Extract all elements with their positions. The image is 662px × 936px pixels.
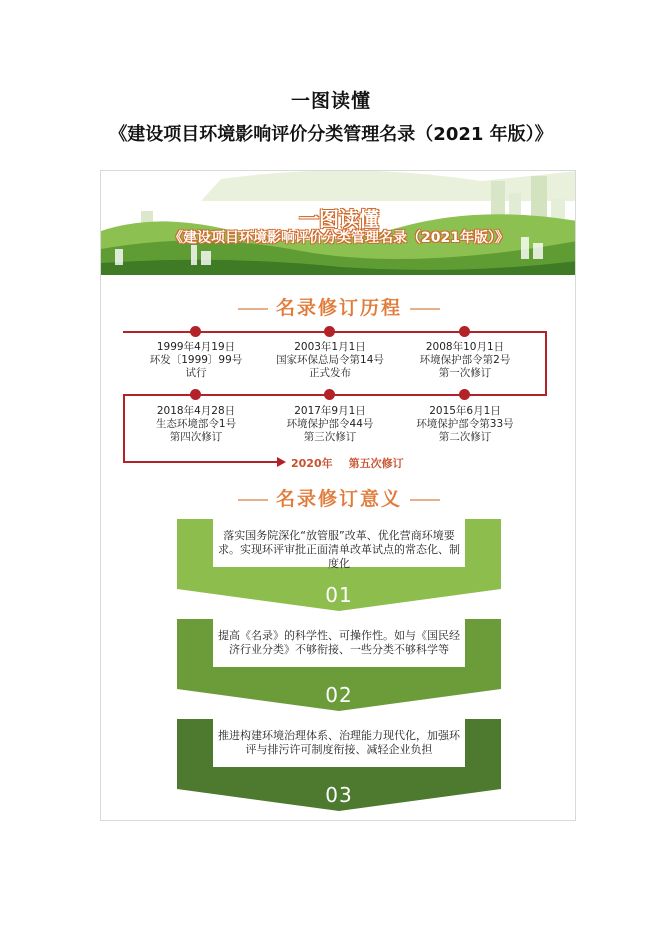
significance-item-01	[177, 519, 501, 611]
timeline-event: 2018年4月28日 生态环境部令1号 第四次修订	[155, 405, 237, 443]
significance-item-02	[177, 619, 501, 711]
timeline-event: 2015年6月1日 环境保护部令第33号 第二次修订	[416, 405, 514, 443]
timeline-dot	[324, 389, 335, 400]
timeline-row-1	[123, 331, 547, 333]
significance-number: 01	[325, 583, 353, 607]
timeline-dot	[459, 326, 470, 337]
timeline-dot	[190, 326, 201, 337]
timeline-event: 2003年1月1日 国家环保总局令第14号 正式发布	[276, 341, 384, 379]
final-label: 第五次修订	[348, 457, 404, 470]
timeline-final-line	[123, 461, 279, 463]
final-year: 2020年	[291, 457, 333, 470]
arrow-right-icon	[277, 457, 286, 467]
history-heading: 名录修订历程	[101, 293, 576, 320]
timeline-event: 2017年9月1日 环境保护部令44号 第三次修订	[286, 405, 374, 443]
significance-number: 02	[325, 683, 353, 707]
revision-timeline	[101, 316, 576, 476]
significance-text: 推进构建环境治理体系、治理能力现代化，加强环评与排污许可制度衔接、减轻企业负担	[218, 729, 460, 756]
significance-number: 03	[325, 783, 353, 807]
significance-text: 提高《名录》的科学性、可操作性。如与《国民经济行业分类》不够衔接、一些分类不够科学等	[218, 629, 460, 656]
timeline-event: 1999年4月19日 环发〔1999〕99号 试行	[149, 341, 243, 379]
timeline-row-2	[123, 394, 547, 396]
timeline-connector-right	[545, 331, 547, 395]
significance-heading: 名录修订意义	[101, 484, 576, 511]
infographic-poster	[100, 170, 576, 821]
banner-subtitle: 《建设项目环境影响评价分类管理名录（2021年版）》	[169, 230, 509, 246]
banner-title: 一图读懂	[299, 207, 379, 231]
timeline-dot	[324, 326, 335, 337]
page-title: 一图读懂	[290, 90, 371, 112]
poster-banner	[101, 171, 576, 275]
timeline-final-event	[291, 455, 420, 471]
timeline-dot	[459, 389, 470, 400]
significance-text: 落实国务院深化“放管服”改革、优化营商环境要求。实现环评审批正面清单改革试点的常态化、制度化	[218, 529, 460, 570]
timeline-dot	[190, 389, 201, 400]
significance-item-03	[177, 719, 501, 811]
page-subtitle: 《建设项目环境影响评价分类管理名录（2021 年版）》	[109, 124, 553, 145]
timeline-event: 2008年10月1日 环境保护部令第2号 第一次修订	[419, 341, 511, 379]
